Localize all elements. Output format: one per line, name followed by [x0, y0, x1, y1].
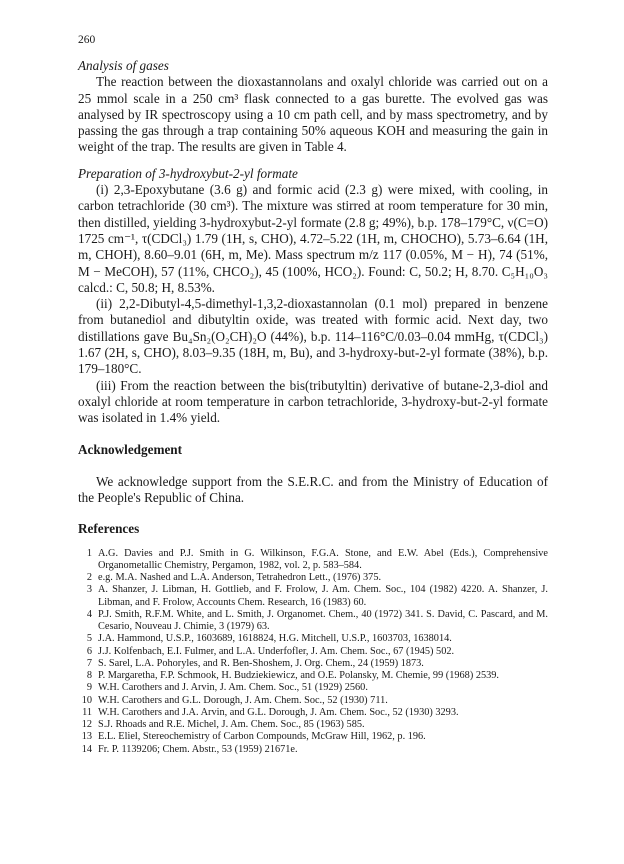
reference-number: 6 — [86, 645, 92, 657]
reference-text: P. Margaretha, F.P. Schmook, H. Budziekiewicz, and O.E. Polansky, M. Chemie, 99 (1968) 2539. — [98, 670, 499, 682]
reference-number: 8 — [86, 670, 92, 682]
reference-item — [78, 682, 548, 694]
reference-text: Fr. P. 1139206; Chem. Abstr., 53 (1959) 21671e. — [98, 743, 298, 755]
reference-text: A. Shanzer, J. Libman, H. Gottlieb, and F. Frolow, J. Am. Chem. Soc., 104 (1982) 4220. A. Shanzer, J. Libman, and F. Frolow, Accounts Chem. Research, 16 (1983) 60. — [98, 584, 548, 608]
page-body — [78, 58, 548, 756]
reference-item — [78, 646, 548, 658]
reference-number: 12 — [81, 719, 92, 731]
reference-item — [78, 609, 548, 634]
preparation-paragraph-iii: (iii) From the reaction between the bis(tributyltin) derivative of butane-2,3-diol and oxalyl chloride at room temperature in carbon tetrachloride, 3-hydroxy-but-2-yl formate was isolated in 1.4% yield. — [78, 377, 548, 426]
reference-item — [78, 572, 548, 584]
reference-item — [78, 670, 548, 682]
reference-number: 7 — [86, 657, 92, 669]
reference-number: 4 — [86, 608, 92, 620]
references-heading: References — [78, 521, 140, 537]
reference-text: W.H. Carothers and J. Arvin, J. Am. Chem. Soc., 51 (1929) 2560. — [98, 682, 368, 694]
reference-text: S. Sarel, L.A. Pohoryles, and R. Ben-Shoshem, J. Org. Chem., 24 (1959) 1873. — [98, 657, 424, 669]
reference-number: 10 — [81, 694, 92, 706]
reference-item — [78, 633, 548, 645]
reference-item — [78, 744, 548, 756]
reference-text: J.A. Hammond, U.S.P., 1603689, 1618824, H.G. Mitchell, U.S.P., 1603703, 1638014. — [98, 633, 452, 645]
preparation-paragraph-ii: (ii) 2,2-Dibutyl-4,5-dimethyl-1,3,2-dioxastannolan (0.1 mol) prepared in benzene from butanediol and dibutyltin oxide, was treated with formic acid. Next day, two distillations gave Bu₄Sn₂(O₂CH)₂O (44%), b.p. 114–116°C/0.03–0.04 mmHg, τ(CDCl₃) 1.67 (2H, s, CHO), 8.03–9.35 (18H, m, Bu), and 3-hydroxy-but-2-yl formate (38%), b.p. 179–180°C. — [78, 296, 548, 377]
reference-number: 2 — [86, 572, 92, 584]
reference-list — [78, 548, 548, 756]
reference-text: e.g. M.A. Nashed and L.A. Anderson, Tetrahedron Lett., (1976) 375. — [98, 572, 382, 584]
reference-item — [78, 707, 548, 719]
preparation-heading: Preparation of 3-hydroxybut-2-yl formate — [78, 165, 298, 181]
page-number: 260 — [78, 34, 96, 46]
reference-item — [78, 584, 548, 609]
reference-item — [78, 719, 548, 731]
reference-item — [78, 658, 548, 670]
analysis-paragraph: The reaction between the dioxastannolans and oxalyl chloride was carried out on a 25 mmol scale in a 250 cm³ flask connected to a gas burette. The evolved gas was analysed by IR spectroscopy using a 10 cm path cell, and by mass spectrometry, and by passing the gas through a trap containing 50% aqueous KOH and measuring the gain in weight of the trap. The results are given in Table 4. — [78, 74, 548, 155]
reference-text: A.G. Davies and P.J. Smith in G. Wilkinson, F.G.A. Stone, and E.W. Abel (Eds.), Comprehensive Organometallic Chemistry, Pergamon, 1982, vol. 2, p. 583–584. — [98, 547, 548, 571]
analysis-heading: Analysis of gases — [78, 58, 169, 73]
reference-number: 9 — [86, 682, 92, 694]
reference-text: S.J. Rhoads and R.E. Michel, J. Am. Chem. Soc., 85 (1963) 585. — [98, 719, 365, 731]
reference-number: 3 — [86, 584, 92, 596]
reference-text: P.J. Smith, R.F.M. White, and L. Smith, J. Organomet. Chem., 40 (1972) 341. S. David, C. Pascard, and M. Cesario, Nouveau J. Chimie, 3 (1979) 63. — [98, 608, 548, 633]
reference-number: 1 — [86, 547, 92, 559]
preparation-paragraph-i: (i) 2,3-Epoxybutane (3.6 g) and formic acid (2.3 g) were mixed, with cooling, in carbon tetrachloride (30 cm³). The mixture was stirred at room temperature for 30 min, then distilled, yielding 3-hydroxybut-2-yl formate (2.8 g; 49%), b.p. 178–179°C, ν(C=O) 1725 cm⁻¹, τ(CDCl₃) 1.79 (1H, s, CHO), 4.72–5.22 (1H, m, CHOCHO), 5.73–6.64 (1H, m, CHOH), 8.60–9.01 (6H, m, Me). Mass spectrum m/z 117 (0.05%, M − H), 74 (51%, M − MeCOH), 57 (11%, CHCO₂), 45 (100%, HCO₂). Found: C, 50.2; H, 8.70. C₅H₁₀O₃ calcd.: C, 50.8; H, 8.53%. — [78, 182, 548, 295]
reference-text: J.J. Kolfenbach, E.I. Fulmer, and L.A. Underfofler, J. Am. Chem. Soc., 67 (1945) 502. — [98, 645, 455, 657]
reference-number: 14 — [81, 743, 92, 755]
reference-number: 13 — [81, 731, 92, 743]
reference-item — [78, 695, 548, 707]
reference-text: W.H. Carothers and J.A. Arvin, and G.L. Dorough, J. Am. Chem. Soc., 52 (1930) 3293. — [98, 706, 459, 718]
reference-number: 5 — [86, 633, 92, 645]
reference-text: E.L. Eliel, Stereochemistry of Carbon Compounds, McGraw Hill, 1962, p. 196. — [98, 731, 426, 743]
reference-number: 11 — [82, 706, 92, 718]
reference-text: W.H. Carothers and G.L. Dorough, J. Am. Chem. Soc., 52 (1930) 711. — [98, 694, 388, 706]
reference-item — [78, 548, 548, 573]
reference-item — [78, 731, 548, 743]
acknowledgement-paragraph: We acknowledge support from the S.E.R.C. and from the Ministry of Education of the People's Republic of China. — [78, 473, 548, 506]
acknowledgement-heading: Acknowledgement — [78, 441, 183, 457]
